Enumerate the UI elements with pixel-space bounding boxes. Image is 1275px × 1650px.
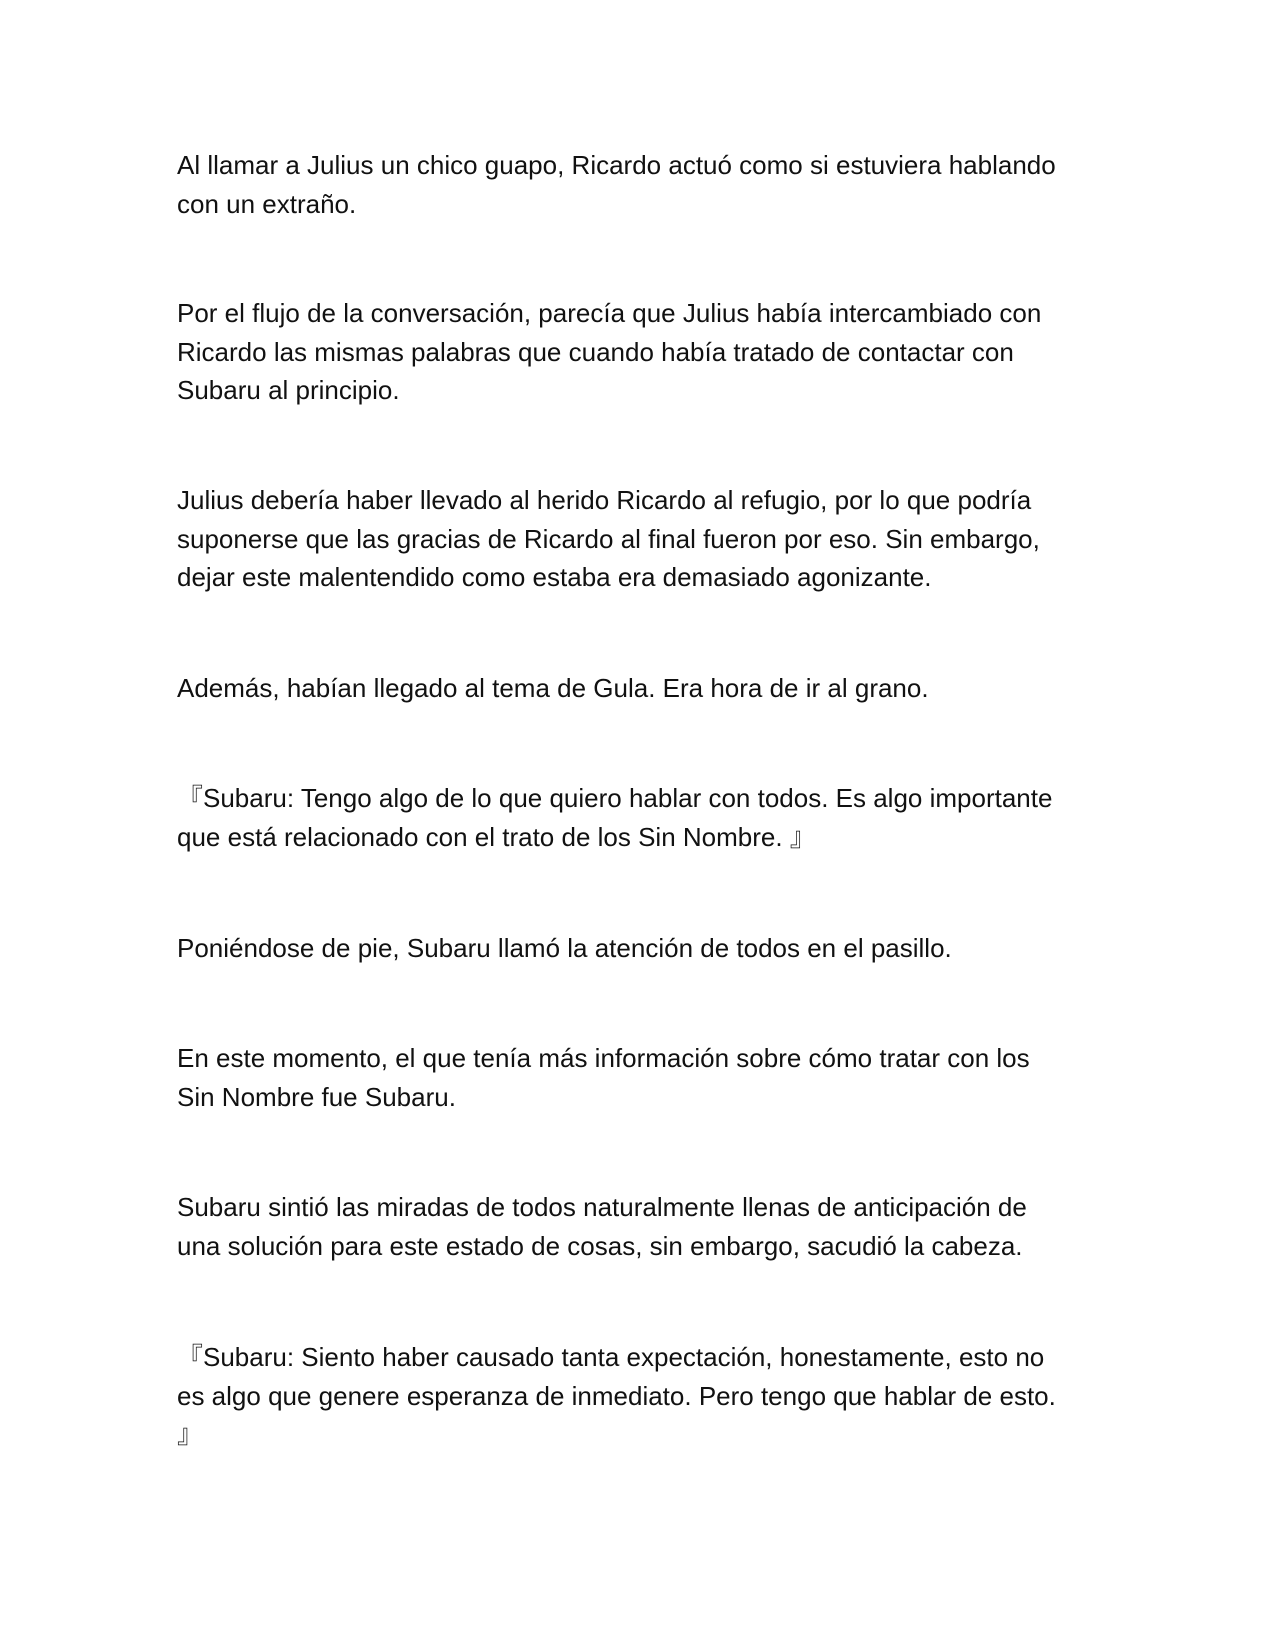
dialogue-paragraph: 『Subaru: Siento haber causado tanta expectación, honestamente, esto no es algo que genere esperanza de inmediato. Pero tengo que hablar de esto. 』 bbox=[177, 1342, 1056, 1449]
paragraph: Poniéndose de pie, Subaru llamó la atención de todos en el pasillo. bbox=[177, 933, 952, 963]
paragraph: Julius debería haber llevado al herido Ricardo al refugio, por lo que podría suponerse que las gracias de Ricardo al final fueron por eso. Sin embargo, dejar este malentendido como estaba era demasiado agonizante. bbox=[177, 485, 1040, 592]
paragraph: Al llamar a Julius un chico guapo, Ricardo actuó como si estuviera hablando con un extraño. bbox=[177, 150, 1056, 219]
paragraph: Subaru sintió las miradas de todos naturalmente llenas de anticipación de una solución para este estado de cosas, sin embargo, sacudió la cabeza. bbox=[177, 1192, 1027, 1261]
paragraph: En este momento, el que tenía más información sobre cómo tratar con los Sin Nombre fue Subaru. bbox=[177, 1043, 1030, 1112]
paragraph: Por el flujo de la conversación, parecía que Julius había intercambiado con Ricardo las mismas palabras que cuando había tratado de contactar con Subaru al principio. bbox=[177, 298, 1042, 405]
paragraph: Además, habían llegado al tema de Gula. Era hora de ir al grano. bbox=[177, 673, 929, 703]
dialogue-paragraph: 『Subaru: Tengo algo de lo que quiero hablar con todos. Es algo importante que está relacionado con el trato de los Sin Nombre. 』 bbox=[177, 783, 1053, 852]
